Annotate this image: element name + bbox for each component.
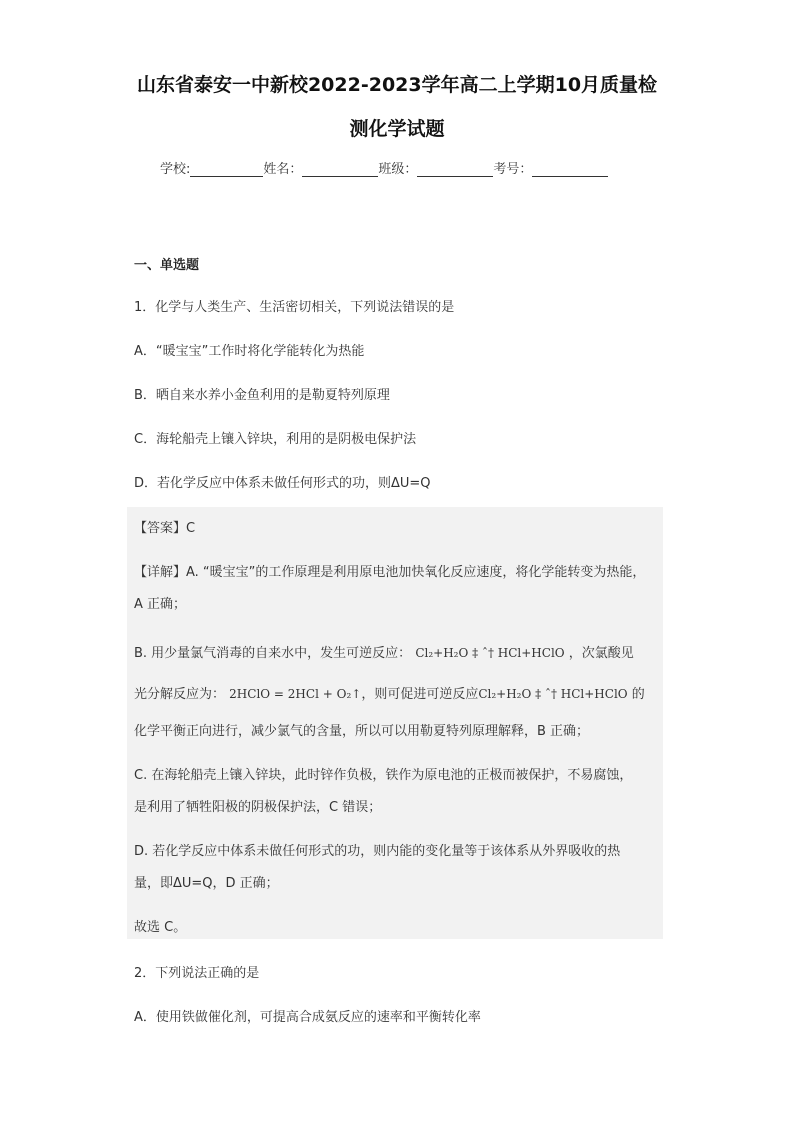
- number-label: 考号：: [493, 162, 533, 177]
- explain-line-2: A 正确；: [134, 597, 187, 612]
- q1-stem: 1．化学与人类生产、生活密切相关，下列说法错误的是: [134, 300, 455, 315]
- equation-chlorine-water: Cl₂+H₂O ‡ ˆ† HCl+HClO: [415, 646, 565, 660]
- name-blank: [302, 162, 378, 177]
- q1-option-c: C．海轮船壳上镶入锌块，利用的是阴极电保护法: [134, 432, 417, 447]
- q1-option-b: B．晒自来水养小金鱼利用的是勒夏特列原理: [134, 388, 390, 403]
- answer-line: 【答案】C: [134, 521, 196, 536]
- student-info-row: [160, 158, 608, 177]
- explain-line-8: D. 若化学反应中体系未做任何形式的功，则内能的变化量等于该体系从外界吸收的热: [134, 844, 621, 859]
- school-label: 学校:: [160, 162, 191, 177]
- q1-option-d: D．若化学反应中体系未做任何形式的功，则ΔU=Q: [134, 476, 431, 491]
- equation-hclo-decomposition: 2HClO = 2HCl + O₂↑: [229, 687, 362, 701]
- q2-stem: 2．下列说法正确的是: [134, 966, 260, 981]
- explain-line-3: B. 用少量氯气消毒的自来水中，发生可逆反应： Cl₂+H₂O ‡ ˆ† HCl+HClO ，次氯酸见: [134, 646, 634, 661]
- explain-line-6: C. 在海轮船壳上镶入锌块，此时锌作负极，铁作为原电池的正极而被保护，不易腐蚀，: [134, 768, 633, 783]
- q2-option-a: A．使用铁做催化剂，可提高合成氨反应的速率和平衡转化率: [134, 1010, 481, 1025]
- equation-chlorine-water-2: Cl₂+H₂O ‡ ˆ† HCl+HClO: [478, 687, 628, 701]
- class-label: 班级：: [378, 162, 418, 177]
- q1-option-a: A．“暖宝宝”工作时将化学能转化为热能: [134, 344, 365, 359]
- class-blank: [417, 162, 493, 177]
- explain-line-1: 【详解】A. “暖宝宝”的工作原理是利用原电池加快氧化反应速度，将化学能转变为热能，: [134, 565, 646, 580]
- explain-line-10: 故选 C。: [134, 920, 187, 935]
- section-heading: 一、单选题: [134, 258, 200, 273]
- title-line-1: 山东省泰安一中新校2022-2023学年高二上学期10月质量检: [136, 74, 658, 96]
- school-blank: [190, 162, 263, 177]
- explain-line-9: 量，即ΔU=Q，D 正确；: [134, 876, 279, 891]
- title-line-2: 测化学试题: [349, 118, 445, 140]
- name-label: 姓名：: [263, 162, 303, 177]
- number-blank: [532, 162, 608, 177]
- explain-line-4: 光分解反应为： 2HClO = 2HCl + O₂↑，则可促进可逆反应Cl₂+H₂O ‡ ˆ† HCl+HClO 的: [134, 687, 645, 702]
- explain-line-7: 是利用了牺牲阳极的阴极保护法，C 错误；: [134, 800, 382, 815]
- explain-line-5: 化学平衡正向进行，减少氯气的含量，所以可以用勒夏特列原理解释，B 正确；: [134, 724, 590, 739]
